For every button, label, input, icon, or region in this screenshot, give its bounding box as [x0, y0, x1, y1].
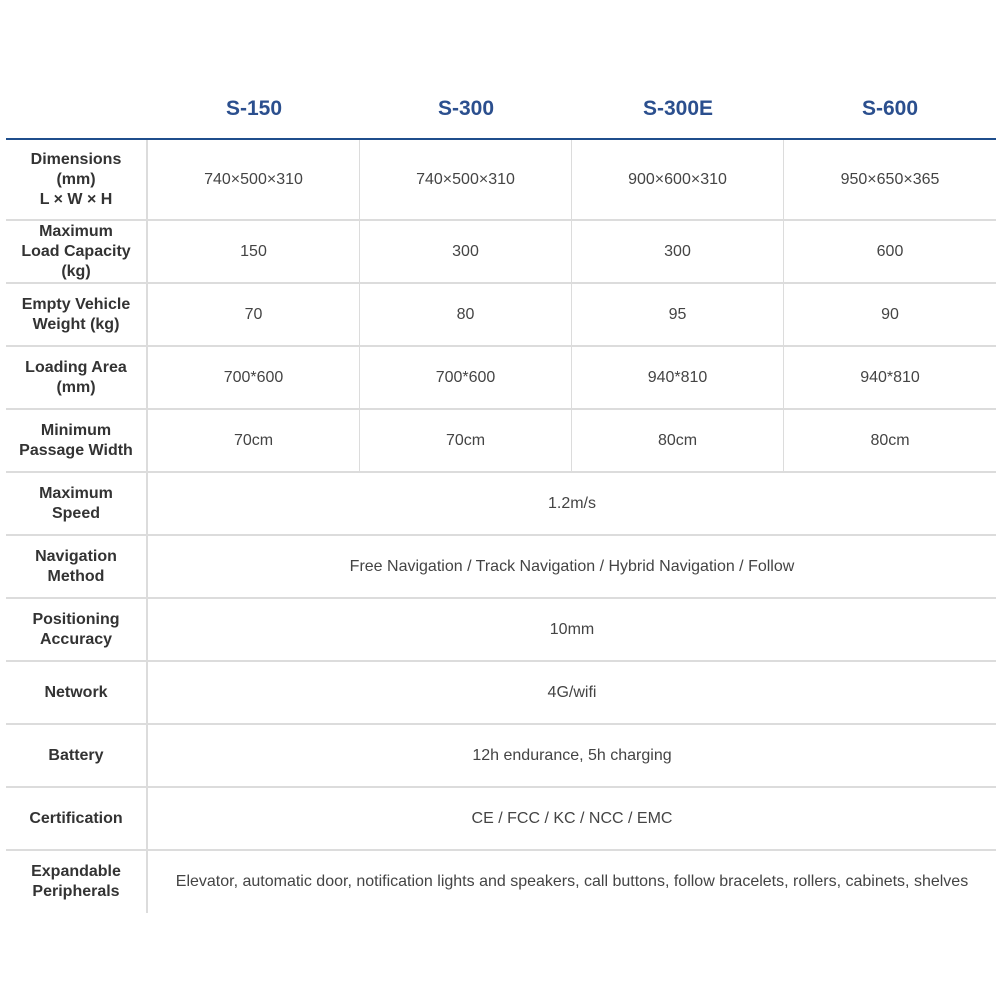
cell-dimensions-s300: 740×500×310: [360, 140, 572, 219]
cell-network: 4G/wifi: [547, 683, 597, 701]
model-header-s300: S-300: [437, 97, 495, 120]
table-row-navigation: [6, 536, 996, 599]
cell-empty-weight-s150: 70: [148, 284, 360, 345]
cell-loading-area-s300e: 940*810: [572, 347, 784, 408]
spec-table: [6, 80, 996, 913]
cell-dimensions-s150: 740×500×310: [148, 140, 360, 219]
cell-loading-area-s600: 940*810: [860, 368, 920, 386]
cell-passage-width-s300e: 80cm: [572, 410, 784, 471]
table-row-certification: [6, 788, 996, 851]
table-row-max-load: [6, 221, 996, 284]
cell-peripherals: Elevator, automatic door, notification lights and speakers, call buttons, follow bracelets, rollers, cabinets, shelves: [175, 873, 969, 890]
table-row-loading-area: [6, 347, 996, 410]
cell-passage-width-s150: 70cm: [148, 410, 360, 471]
row-label-navigation: Navigation Method: [6, 536, 148, 597]
table-row-max-speed: [6, 473, 996, 536]
table-row-battery: [6, 725, 996, 788]
table-row-empty-weight: [6, 284, 996, 347]
table-row-positioning: [6, 599, 996, 662]
table-row-peripherals: [6, 851, 996, 913]
row-label-max-load: Maximum Load Capacity (kg): [6, 221, 148, 282]
cell-navigation: Free Navigation / Track Navigation / Hybrid Navigation / Follow: [349, 557, 795, 575]
table-row-passage-width: [6, 410, 996, 473]
row-label-battery: Battery: [6, 725, 148, 786]
row-label-network: Network: [6, 662, 148, 723]
row-label-passage-width: Minimum Passage Width: [6, 410, 148, 471]
table-header: [6, 80, 996, 140]
header-corner: [6, 80, 148, 138]
row-label-peripherals: Expandable Peripherals: [6, 851, 148, 913]
cell-loading-area-s150: 700*600: [148, 347, 360, 408]
row-label-positioning: Positioning Accuracy: [6, 599, 148, 660]
cell-empty-weight-s600: 90: [881, 305, 899, 323]
model-header-s150: S-150: [225, 97, 283, 120]
table-row-network: [6, 662, 996, 725]
cell-empty-weight-s300: 80: [360, 284, 572, 345]
row-label-max-speed: Maximum Speed: [6, 473, 148, 534]
cell-max-load-s150: 150: [148, 221, 360, 282]
cell-loading-area-s300: 700*600: [360, 347, 572, 408]
cell-certification: CE / FCC / KC / NCC / EMC: [471, 809, 673, 827]
model-header-s300e: S-300E: [642, 97, 714, 120]
cell-empty-weight-s300e: 95: [572, 284, 784, 345]
row-label-loading-area: Loading Area (mm): [6, 347, 148, 408]
cell-passage-width-s600: 80cm: [870, 431, 910, 449]
row-label-certification: Certification: [6, 788, 148, 849]
cell-passage-width-s300: 70cm: [360, 410, 572, 471]
row-label-empty-weight: Empty Vehicle Weight (kg): [6, 284, 148, 345]
cell-max-speed: 1.2m/s: [547, 494, 596, 512]
cell-dimensions-s300e: 900×600×310: [572, 140, 784, 219]
cell-battery: 12h endurance, 5h charging: [472, 746, 672, 764]
table-row-dimensions: [6, 140, 996, 221]
cell-max-load-s300: 300: [360, 221, 572, 282]
cell-dimensions-s600: 950×650×365: [840, 170, 940, 188]
cell-max-load-s600: 600: [876, 242, 904, 260]
model-header-s600: S-600: [861, 97, 919, 120]
cell-max-load-s300e: 300: [572, 221, 784, 282]
row-label-dimensions: Dimensions (mm) L × W × H: [6, 140, 148, 219]
cell-positioning: 10mm: [549, 620, 595, 638]
